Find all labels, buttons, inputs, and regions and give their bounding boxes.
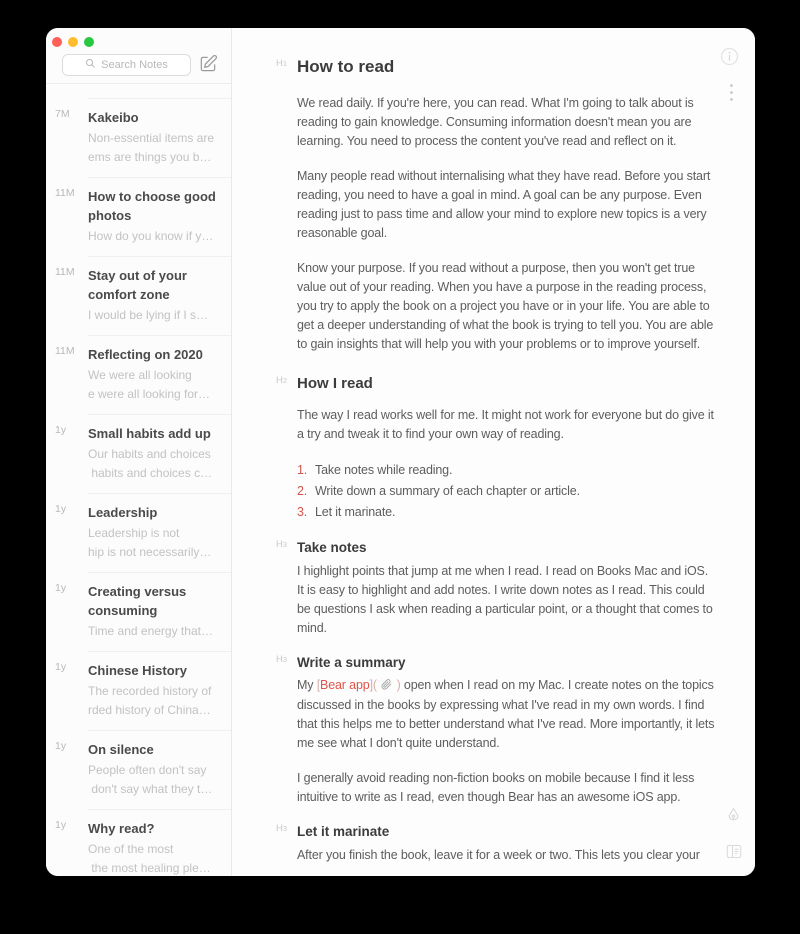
markdown-token: [ <box>316 678 321 692</box>
note-content[interactable] <box>232 28 755 876</box>
heading-level-marker: H1 <box>276 58 288 69</box>
section-heading <box>276 653 715 672</box>
note-preview: Non-essential items are <box>88 131 215 145</box>
note-preview: e were all looking for… <box>88 387 211 401</box>
note-date: 11M <box>55 266 75 278</box>
paragraph: I generally avoid reading non-fiction books on mobile because I find it less intuitive to write as I read, even though Bear has an awesome iOS app. <box>297 771 695 804</box>
note-preview: I would be lying if I s… <box>88 308 209 322</box>
note-list-item[interactable] <box>46 652 231 731</box>
note-preview: ems are things you b… <box>88 150 212 164</box>
note-preview: don't say what they t… <box>88 782 213 796</box>
text-run: open when I read on my Mac. I create notes on the topics discussed in the books by expressing what I've read in my own words. I find that this helps me to better understand what I've read. More importantly, it lets me see what I don't quite understand. <box>297 678 715 750</box>
note-summary <box>88 84 231 99</box>
note-preview: How do you know if y… <box>88 229 214 243</box>
markdown-token: ]( <box>369 678 377 692</box>
note-list-item[interactable] <box>46 731 231 810</box>
more-options-button[interactable] <box>729 83 734 105</box>
paragraph: We read daily. If you're here, you can read. What I'm going to talk about is reading to gain knowledge. Consuming information doesn't mean you are learning. You need to process the content you've read and reflect on it. <box>297 96 694 148</box>
more-vertical-icon <box>729 90 734 105</box>
note-list-item[interactable] <box>46 178 231 257</box>
note-title: How to choose good photos <box>88 189 216 223</box>
search-row <box>46 54 231 83</box>
heading-level-marker: H2 <box>276 375 288 386</box>
minimize-window-button[interactable] <box>68 37 78 47</box>
note-preview: People often don't say <box>88 763 207 777</box>
note-info-button[interactable] <box>720 47 739 69</box>
note-date <box>55 84 88 99</box>
heading-text: How I read <box>297 375 373 392</box>
notes-list <box>46 83 231 876</box>
note-list-item[interactable] <box>46 494 231 573</box>
note-preview: Leadership is not <box>88 526 180 540</box>
note-date: 7M <box>55 108 70 120</box>
notes-sidebar <box>46 28 232 876</box>
note-preview: habits and choices c… <box>88 466 213 480</box>
note-preview: Our habits and choices <box>88 447 211 461</box>
note-list-item[interactable] <box>46 99 231 178</box>
note-date: 11M <box>55 187 75 199</box>
note-list-item[interactable] <box>46 415 231 494</box>
heading-level-marker: H3 <box>276 823 288 834</box>
ordered-list-item: 2. Write down a summary of each chapter or article. <box>297 481 715 502</box>
note-preview: rded history of China… <box>88 703 211 717</box>
list-number: 3. <box>297 505 308 519</box>
note-editor <box>232 28 755 876</box>
ordered-list-item: 1. Take notes while reading. <box>297 460 715 481</box>
heading-text: Write a summary <box>297 654 406 670</box>
paragraph: Many people read without internalising what they have read. Before you start reading, you need to have a goal in mind. A goal can be any purpose. Even reading just to pass time and allow your mind to explore new topics is a very reasonable goal. <box>297 169 711 240</box>
note-title: Creating versus consuming <box>88 584 187 618</box>
note-date: 1y <box>55 582 67 594</box>
note-summary <box>88 99 231 178</box>
note-preview: We were all looking <box>88 368 192 382</box>
note-summary <box>88 573 231 652</box>
markup-pen-button[interactable] <box>724 806 743 830</box>
ordered-list-item: 3. Let it marinate. <box>297 502 715 523</box>
heading-text: Take notes <box>297 540 367 555</box>
new-note-icon <box>198 54 218 77</box>
note-title: Reflecting on 2020 <box>88 347 203 362</box>
link-icon <box>381 677 392 696</box>
paragraph: After you finish the book, leave it for a week or two. This lets you clear your <box>297 847 700 862</box>
note-list-item[interactable] <box>46 336 231 415</box>
info-icon <box>720 54 739 69</box>
note-preview: hip is not necessarily… <box>88 545 212 559</box>
note-date: 1y <box>55 424 67 436</box>
note-preview: Time and energy that… <box>88 624 213 638</box>
paragraph: Know your purpose. If you read without a purpose, then you won't get true value out of your reading. When you have a purpose in the reading process, you try to apply the book on a project you have or in your life. You are able to get a deeper understanding of what the book is trying to tell you. You are able to gain insights that will help you with your problems or to improve yourself. <box>297 261 714 351</box>
heading-text: How to read <box>297 57 395 76</box>
note-title: On silence <box>88 742 154 757</box>
note-title: Leadership <box>88 505 158 520</box>
note-date: 11M <box>55 345 75 357</box>
paragraph <box>297 676 715 753</box>
note-list-item[interactable] <box>46 257 231 336</box>
note-list-item[interactable] <box>46 573 231 652</box>
section-heading <box>276 823 715 841</box>
note-date: 1y <box>55 819 67 831</box>
note-summary <box>88 415 231 494</box>
text-run: My <box>297 678 317 692</box>
search-input[interactable] <box>62 54 191 76</box>
note-date: 1y <box>55 740 67 752</box>
pen-nib-icon <box>724 815 743 830</box>
markdown-token: ) <box>396 678 401 692</box>
note-summary <box>88 652 231 731</box>
note-summary <box>88 731 231 810</box>
zoom-window-button[interactable] <box>84 37 94 47</box>
list-number: 1. <box>297 463 308 477</box>
note-list-item[interactable] <box>46 810 231 876</box>
note-title: Kakeibo <box>88 110 139 125</box>
paragraph: The way I read works well for me. It might not work for everyone but do give it a try and tweak it to find your own way of reading. <box>297 408 714 441</box>
note-list-item[interactable] <box>46 84 231 99</box>
note-summary <box>88 494 231 573</box>
search-placeholder: Search Notes <box>101 59 168 71</box>
list-number: 2. <box>297 484 308 498</box>
bear-app-window <box>46 28 755 876</box>
note-title: Small habits add up <box>88 426 211 441</box>
note-title: Stay out of your comfort zone <box>88 268 187 302</box>
note-summary <box>88 178 231 257</box>
heading-level-marker: H3 <box>276 653 288 665</box>
titlebar <box>52 37 94 47</box>
heading-level-marker: H3 <box>276 539 288 550</box>
note-preview: One of the most <box>88 842 174 856</box>
close-window-button[interactable] <box>52 37 62 47</box>
note-summary <box>88 810 231 876</box>
note-preview: the most healing ple… <box>88 861 211 875</box>
note-title-heading <box>276 56 715 78</box>
section-heading <box>276 374 715 393</box>
note-summary <box>88 257 231 336</box>
note-title: Why read? <box>88 821 155 836</box>
note-preview: The recorded history of <box>88 684 212 698</box>
new-note-button[interactable] <box>197 54 219 76</box>
ordered-list <box>297 460 715 523</box>
search-icon <box>85 58 96 72</box>
heading-text: Let it marinate <box>297 824 390 839</box>
paragraph: I highlight points that jump at me when I read. I read on Books Mac and iOS. It is easy to highlight and add notes. I write down notes as I read. This could be questions I ask when reading a particular point, or a thought that comes to mind. <box>297 563 713 635</box>
note-summary <box>88 336 231 415</box>
note-date: 1y <box>55 503 67 515</box>
section-heading <box>276 539 715 557</box>
note-title: Chinese History <box>88 663 187 678</box>
panel-toggle-button[interactable] <box>725 843 743 863</box>
panel-toggle-icon <box>725 848 743 863</box>
note-date: 1y <box>55 661 67 673</box>
bear-app-link[interactable]: Bear app <box>320 678 370 692</box>
